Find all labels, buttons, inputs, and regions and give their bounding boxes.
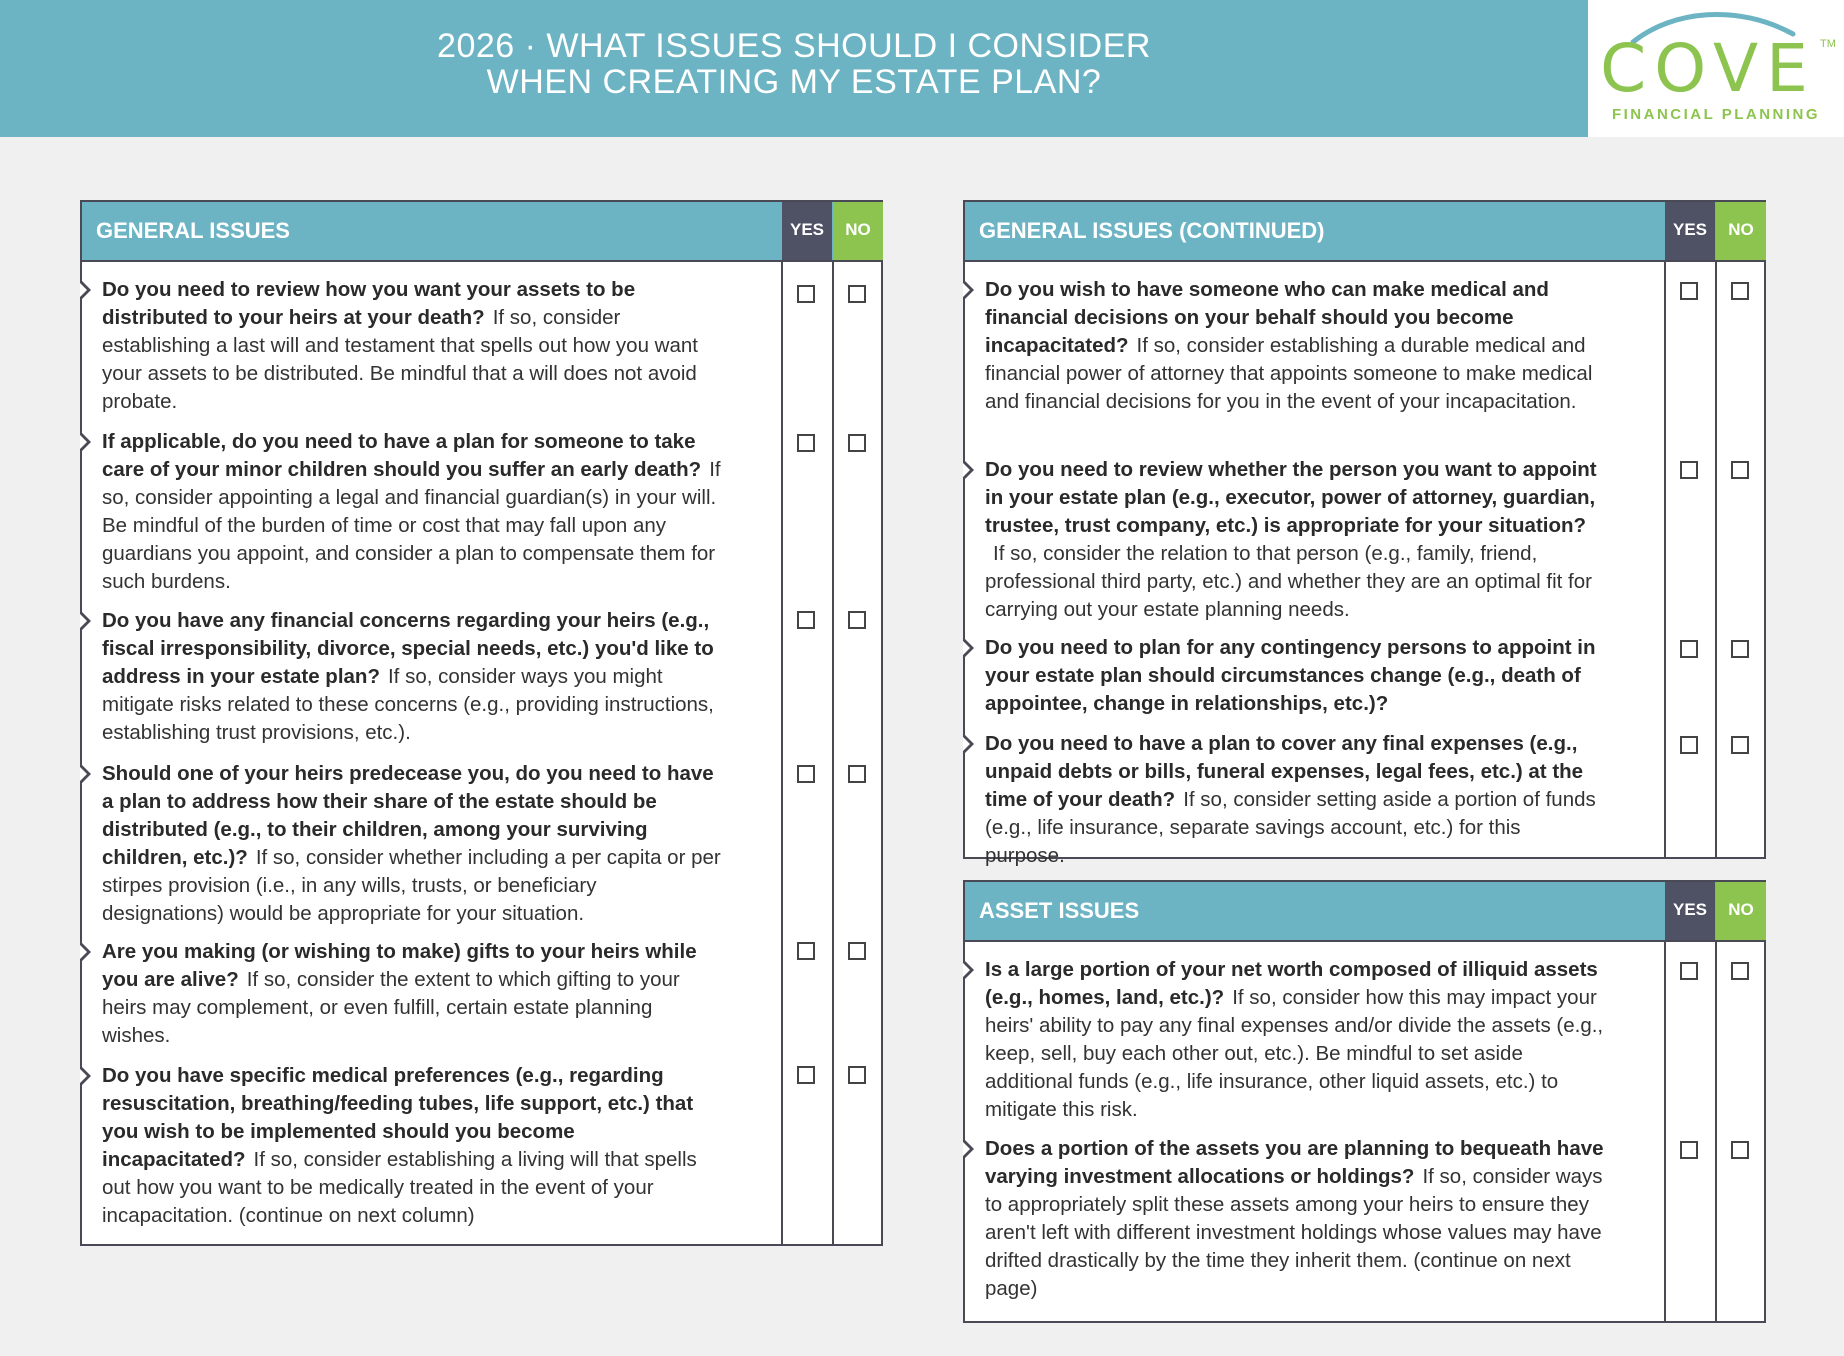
panel-title: GENERAL ISSUES: [96, 218, 290, 243]
column-divider: [1715, 940, 1717, 1321]
question-bold: Should one of your heirs predecease you, do you need to have a plan to address how their share of the estate should be distributed (e.g., to their children, among your surviving children, etc.)?: [102, 762, 714, 869]
no-column-header: NO: [1716, 202, 1766, 260]
chevron-right-icon: [82, 612, 91, 630]
panel-header: [82, 202, 881, 262]
yes-checkbox[interactable]: [1680, 962, 1698, 980]
logo-wordmark: COVE: [1600, 30, 1816, 107]
chevron-right-icon: [965, 735, 974, 753]
question-bold: Do you need to have a plan to cover any final expenses (e.g., unpaid debts or bills, funeral expenses, legal fees, etc.) at the time of your death?: [985, 732, 1584, 811]
no-checkbox[interactable]: [848, 285, 866, 303]
no-checkbox[interactable]: [848, 1066, 866, 1084]
yes-checkbox[interactable]: [1680, 461, 1698, 479]
chevron-right-icon: [82, 1067, 91, 1085]
page-title-line-1: 2026 · WHAT ISSUES SHOULD I CONSIDER: [437, 27, 1151, 65]
yes-checkbox[interactable]: [797, 1066, 815, 1084]
question-guidance: If so, consider ways to appropriately split these assets among your heirs to ensure they aren't left with different investment holdings whose values may have drifted drastically by the time they inherit them. (continue on next page): [985, 1165, 1603, 1300]
chevron-right-icon: [82, 765, 91, 783]
question-item: [985, 956, 1605, 1124]
question-item: [102, 1062, 722, 1230]
general-issues-panel: [80, 200, 883, 1246]
no-checkbox[interactable]: [848, 611, 866, 629]
no-checkbox[interactable]: [1731, 736, 1749, 754]
no-checkbox[interactable]: [1731, 282, 1749, 300]
chevron-right-icon: [965, 281, 974, 299]
no-checkbox[interactable]: [848, 434, 866, 452]
no-checkbox[interactable]: [1731, 640, 1749, 658]
question-bold: Do you have specific medical preferences (e.g., regarding resuscitation, breathing/feeding tubes, life support, etc.) that you wish to be implemented should you become incapacitated?: [102, 1064, 694, 1171]
question-item: [102, 276, 722, 416]
chevron-right-icon: [965, 639, 974, 657]
column-divider: [832, 260, 834, 1244]
no-column-header: NO: [1716, 882, 1766, 940]
question-item: [985, 1135, 1605, 1303]
question-guidance: If so, consider establishing a living will that spells out how you want to be medically treated in the event of your incapacitation. (continue on next column): [102, 1148, 697, 1227]
question-item: [102, 938, 722, 1050]
question-item: [985, 456, 1605, 624]
yes-checkbox[interactable]: [797, 765, 815, 783]
panel-header: [965, 882, 1764, 942]
column-divider: [1664, 940, 1666, 1321]
yes-column-header: YES: [782, 202, 832, 260]
page-header: [0, 0, 1844, 137]
question-guidance: If so, consider ways you might mitigate risks related to these concerns (e.g., providing instructions, establishing trust provisions, etc.).: [102, 665, 714, 744]
chevron-right-icon: [965, 461, 974, 479]
question-bold: Do you need to plan for any contingency persons to appoint in your estate plan should circumstances change (e.g., death of appointee, change in relationships, etc.)?: [985, 636, 1596, 715]
logo-trademark: TM: [1820, 38, 1836, 50]
yes-checkbox[interactable]: [797, 285, 815, 303]
question-item: [985, 276, 1605, 416]
question-bold: Do you have any financial concerns regarding your heirs (e.g., fiscal irresponsibility, divorce, special needs, etc.) you'd like to address in your estate plan?: [102, 609, 714, 688]
asset-issues-panel: [963, 880, 1766, 1323]
no-checkbox[interactable]: [848, 942, 866, 960]
question-guidance: If so, consider the extent to which gifting to your heirs may complement, or even fulfill, certain estate planning wishes.: [102, 968, 680, 1047]
question-item: [985, 730, 1605, 870]
question-bold: Does a portion of the assets you are planning to bequeath have varying investment allocations or holdings?: [985, 1137, 1604, 1188]
question-guidance: If so, consider appointing a legal and financial guardian(s) in your will. Be mindful of the burden of time or cost that may fall upon any guardians you appoint, and consider a plan to compensate them for such burdens.: [102, 458, 721, 593]
yes-checkbox[interactable]: [797, 942, 815, 960]
panel-title: GENERAL ISSUES (CONTINUED): [979, 218, 1325, 243]
question-guidance: If so, consider establishing a last will and testament that spells out how you want your assets to be distributed. Be mindful that a will does not avoid probate.: [102, 306, 698, 413]
question-item: [102, 760, 722, 928]
no-checkbox[interactable]: [1731, 461, 1749, 479]
yes-checkbox[interactable]: [1680, 736, 1698, 754]
cove-logo: [1588, 0, 1844, 137]
question-guidance: If so, consider how this may impact your heirs' ability to pay any final expenses and/or divide the assets (e.g., keep, sell, buy each other out, etc.). Be mindful to set aside additional funds (e.g., life insurance, other liquid assets, etc.) to mitigate this risk.: [985, 986, 1604, 1121]
panel-header: [965, 202, 1764, 262]
no-column-header: NO: [833, 202, 883, 260]
column-divider: [1664, 260, 1666, 857]
question-bold: Do you wish to have someone who can make medical and financial decisions on your behalf should you become incapacitated?: [985, 278, 1549, 357]
panel-title: ASSET ISSUES: [979, 898, 1140, 923]
yes-checkbox[interactable]: [797, 611, 815, 629]
column-divider: [1715, 260, 1717, 857]
question-guidance: If so, consider the relation to that person (e.g., family, friend, professional third party, etc.) and whether they are an optimal fit for carrying out your estate planning needs.: [985, 542, 1592, 621]
page-title-line-2: WHEN CREATING MY ESTATE PLAN?: [486, 63, 1102, 101]
chevron-right-icon: [82, 281, 91, 299]
logo-subtitle: FINANCIAL PLANNING: [1611, 106, 1821, 123]
yes-checkbox[interactable]: [1680, 640, 1698, 658]
question-item: [985, 634, 1605, 718]
chevron-right-icon: [82, 943, 91, 961]
chevron-right-icon: [82, 433, 91, 451]
question-bold: Are you making (or wishing to make) gifts to your heirs while you are alive?: [102, 940, 697, 991]
question-item: [102, 607, 722, 747]
question-guidance: If so, consider setting aside a portion of funds (e.g., life insurance, separate savings account, etc.) for this purpose.: [985, 788, 1596, 867]
yes-checkbox[interactable]: [1680, 1141, 1698, 1159]
yes-checkbox[interactable]: [797, 434, 815, 452]
no-checkbox[interactable]: [1731, 962, 1749, 980]
question-guidance: If so, consider whether including a per capita or per stirpes provision (i.e., in any wills, trusts, or beneficiary designations) would be appropriate for your situation.: [102, 846, 721, 925]
column-divider: [781, 260, 783, 1244]
chevron-right-icon: [965, 961, 974, 979]
question-item: [102, 428, 722, 596]
no-checkbox[interactable]: [1731, 1141, 1749, 1159]
question-bold: If applicable, do you need to have a plan for someone to take care of your minor children should you suffer an early death?: [102, 430, 702, 481]
page-title: [0, 28, 1588, 100]
chevron-right-icon: [965, 1140, 974, 1158]
question-guidance: If so, consider establishing a durable medical and financial power of attorney that appoints someone to make medical and financial decisions for you in the event of your incapacitation.: [985, 334, 1593, 413]
no-checkbox[interactable]: [848, 765, 866, 783]
yes-column-header: YES: [1665, 202, 1715, 260]
yes-checkbox[interactable]: [1680, 282, 1698, 300]
question-bold: Is a large portion of your net worth composed of illiquid assets (e.g., homes, land, etc.)?: [985, 958, 1598, 1009]
yes-column-header: YES: [1665, 882, 1715, 940]
question-bold: Do you need to review how you want your assets to be distributed to your heirs at your death?: [102, 278, 636, 329]
question-bold: Do you need to review whether the person you want to appoint in your estate plan (e.g., executor, power of attorney, guardian, trustee, trust company, etc.) is appropriate for your situation?: [985, 458, 1597, 537]
general-issues-continued-panel: [963, 200, 1766, 867]
